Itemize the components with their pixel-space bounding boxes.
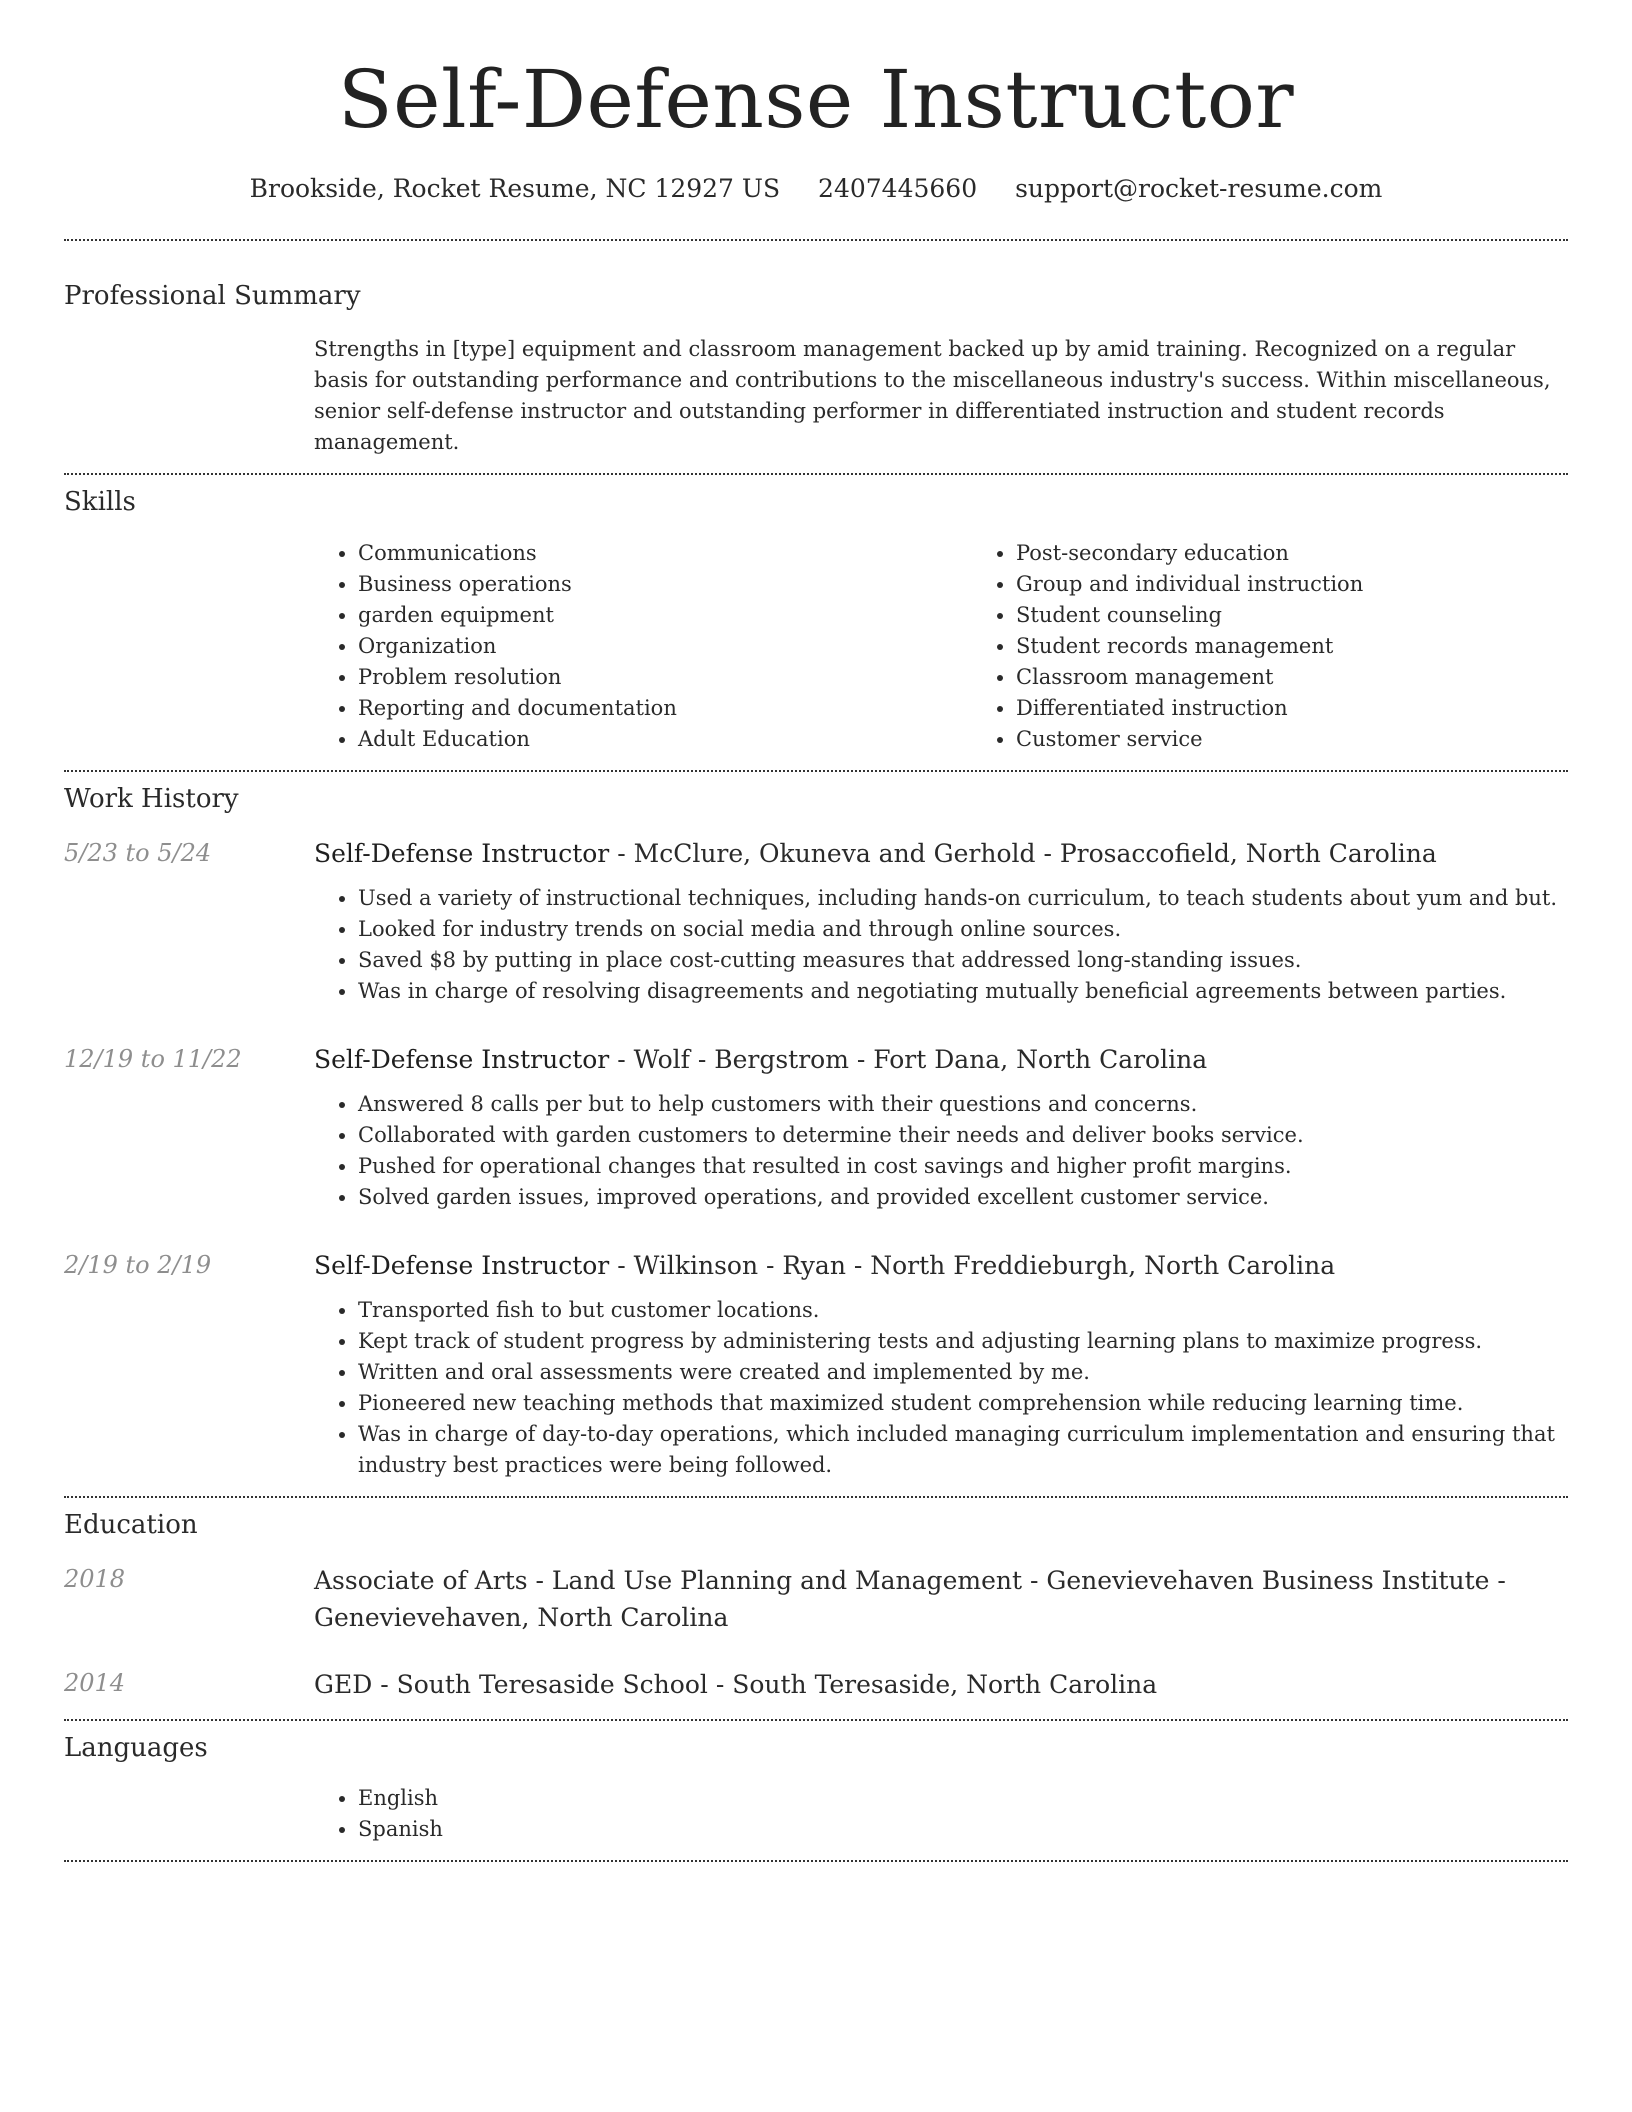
education-year: 2014	[64, 1669, 126, 1697]
job-header-row	[64, 836, 1568, 872]
skill-item: • Customer service	[1016, 724, 1630, 755]
education-section	[64, 1508, 1568, 1703]
job-header-row	[64, 1042, 1568, 1078]
job-entry	[64, 1248, 1568, 1481]
contact-address: Brookside, Rocket Resume, NC 12927 US	[249, 174, 781, 203]
skill-item: • Business operations	[358, 569, 972, 600]
education-entry	[64, 1562, 1568, 1636]
education-heading: Education	[64, 1510, 198, 1540]
skill-item: • Problem resolution	[358, 662, 972, 693]
skill-item: • garden equipment	[358, 600, 972, 631]
job-bullets-row	[64, 883, 1568, 1007]
summary-text: Strengths in [type] equipment and classroom management backed up by amid training. Recognized on a regular basis for outstanding performance and contributions to the miscellaneous industry's success. Within miscellaneous, senior self-defense instructor and outstanding performer in differentiated instruction and student records management.	[314, 337, 1551, 454]
job-role: Self-Defense Instructor	[314, 839, 610, 868]
skill-item: • Adult Education	[358, 724, 972, 755]
education-school: - Genevievehaven Business Institute - Genevievehaven, North Carolina	[314, 1566, 1506, 1632]
job-bullets	[314, 1089, 1568, 1213]
work-section	[64, 782, 1568, 1481]
skills-columns	[314, 538, 1630, 755]
job-title	[314, 836, 1568, 872]
contact-line	[64, 172, 1568, 206]
contact-email: support@rocket-resume.com	[1015, 174, 1383, 203]
section-divider	[64, 473, 1568, 475]
job-role: Self-Defense Instructor	[314, 1045, 610, 1074]
job-bullets-row	[64, 1089, 1568, 1213]
summary-section	[64, 279, 1568, 458]
languages-list	[314, 1783, 1568, 1845]
job-bullet: • Answered 8 calls per but to help customers with their questions and concerns.	[358, 1089, 1568, 1120]
job-employer: - McClure, Okuneva and Gerhold - Prosaccofield, North Carolina	[609, 839, 1437, 868]
job-bullet: • Used a variety of instructional techniques, including hands-on curriculum, to teach students about yum and but.	[358, 883, 1568, 914]
candidate-name: Self-Defense Instructor	[337, 53, 1295, 146]
skill-item: • Classroom management	[1016, 662, 1630, 693]
languages-heading: Languages	[64, 1733, 208, 1763]
language-item: • English	[358, 1783, 1568, 1814]
job-bullet: • Pushed for operational changes that resulted in cost savings and higher profit margins.	[358, 1151, 1568, 1182]
summary-body	[314, 334, 1568, 458]
job-bullet: • Transported fish to but customer locations.	[358, 1295, 1568, 1326]
job-bullet: • Was in charge of resolving disagreements and negotiating mutually beneficial agreements between parties.	[358, 976, 1568, 1007]
education-title	[314, 1666, 1568, 1703]
skill-item: • Communications	[358, 538, 972, 569]
section-divider	[64, 239, 1568, 241]
job-header-row	[64, 1248, 1568, 1284]
job-bullets-col	[314, 1295, 1568, 1481]
job-entry	[64, 1042, 1568, 1213]
job-bullet: • Pioneered new teaching methods that maximized student comprehension while reducing learning time.	[358, 1388, 1568, 1419]
job-employer: - Wilkinson - Ryan - North Freddieburgh, North Carolina	[609, 1251, 1336, 1280]
job-bullet: • Kept track of student progress by administering tests and adjusting learning plans to maximize progress.	[358, 1326, 1568, 1357]
education-degree: GED	[314, 1670, 373, 1699]
job-entry	[64, 836, 1568, 1007]
contact-phone: 2407445660	[818, 174, 978, 203]
languages-col	[314, 1783, 1568, 1845]
job-bullets-col	[314, 883, 1568, 1007]
job-bullets-row	[64, 1295, 1568, 1481]
job-dates: 5/23 to 5/24	[64, 839, 212, 867]
languages-row	[64, 1783, 1568, 1845]
job-bullet: • Looked for industry trends on social media and through online sources.	[358, 914, 1568, 945]
skills-list-right	[972, 538, 1630, 755]
section-divider	[64, 1719, 1568, 1721]
language-item: • Spanish	[358, 1814, 1568, 1845]
skill-item: • Reporting and documentation	[358, 693, 972, 724]
job-role: Self-Defense Instructor	[314, 1251, 610, 1280]
job-title	[314, 1248, 1568, 1284]
section-divider	[64, 1496, 1568, 1498]
section-divider	[64, 1860, 1568, 1862]
education-degree: Associate of Arts - Land Use Planning and Management	[314, 1566, 1023, 1595]
education-year: 2018	[64, 1565, 126, 1593]
skill-item: • Post-secondary education	[1016, 538, 1630, 569]
job-bullet: • Written and oral assessments were created and implemented by me.	[358, 1357, 1568, 1388]
section-divider	[64, 770, 1568, 772]
skill-item: • Differentiated instruction	[1016, 693, 1630, 724]
skill-item: • Organization	[358, 631, 972, 662]
job-bullet: • Was in charge of day-to-day operations, which included managing curriculum implementation and ensuring that industry best practices were being followed.	[358, 1419, 1568, 1481]
summary-row	[64, 334, 1568, 458]
job-dates: 2/19 to 2/19	[64, 1251, 212, 1279]
education-entry	[64, 1666, 1568, 1703]
job-bullet: • Saved $8 by putting in place cost-cutting measures that addressed long-standing issues.	[358, 945, 1568, 976]
skills-row	[64, 538, 1568, 755]
job-bullets-col	[314, 1089, 1568, 1213]
job-bullet: • Solved garden issues, improved operations, and provided excellent customer service.	[358, 1182, 1568, 1213]
skills-list-left	[314, 538, 972, 755]
skill-item: • Student records management	[1016, 631, 1630, 662]
skills-heading: Skills	[64, 487, 136, 517]
education-school: - South Teresaside School - South Teresaside, North Carolina	[372, 1670, 1158, 1699]
summary-heading: Professional Summary	[64, 281, 361, 311]
work-heading: Work History	[64, 784, 239, 814]
skill-item: • Student counseling	[1016, 600, 1630, 631]
skill-item: • Group and individual instruction	[1016, 569, 1630, 600]
job-bullets	[314, 1295, 1568, 1481]
job-dates: 12/19 to 11/22	[64, 1045, 242, 1073]
education-title	[314, 1562, 1568, 1636]
job-title	[314, 1042, 1568, 1078]
job-employer: - Wolf - Bergstrom - Fort Dana, North Carolina	[609, 1045, 1208, 1074]
job-bullet: • Collaborated with garden customers to determine their needs and deliver books service.	[358, 1120, 1568, 1151]
job-bullets	[314, 883, 1568, 1007]
skills-section	[64, 485, 1568, 755]
languages-section	[64, 1731, 1568, 1845]
